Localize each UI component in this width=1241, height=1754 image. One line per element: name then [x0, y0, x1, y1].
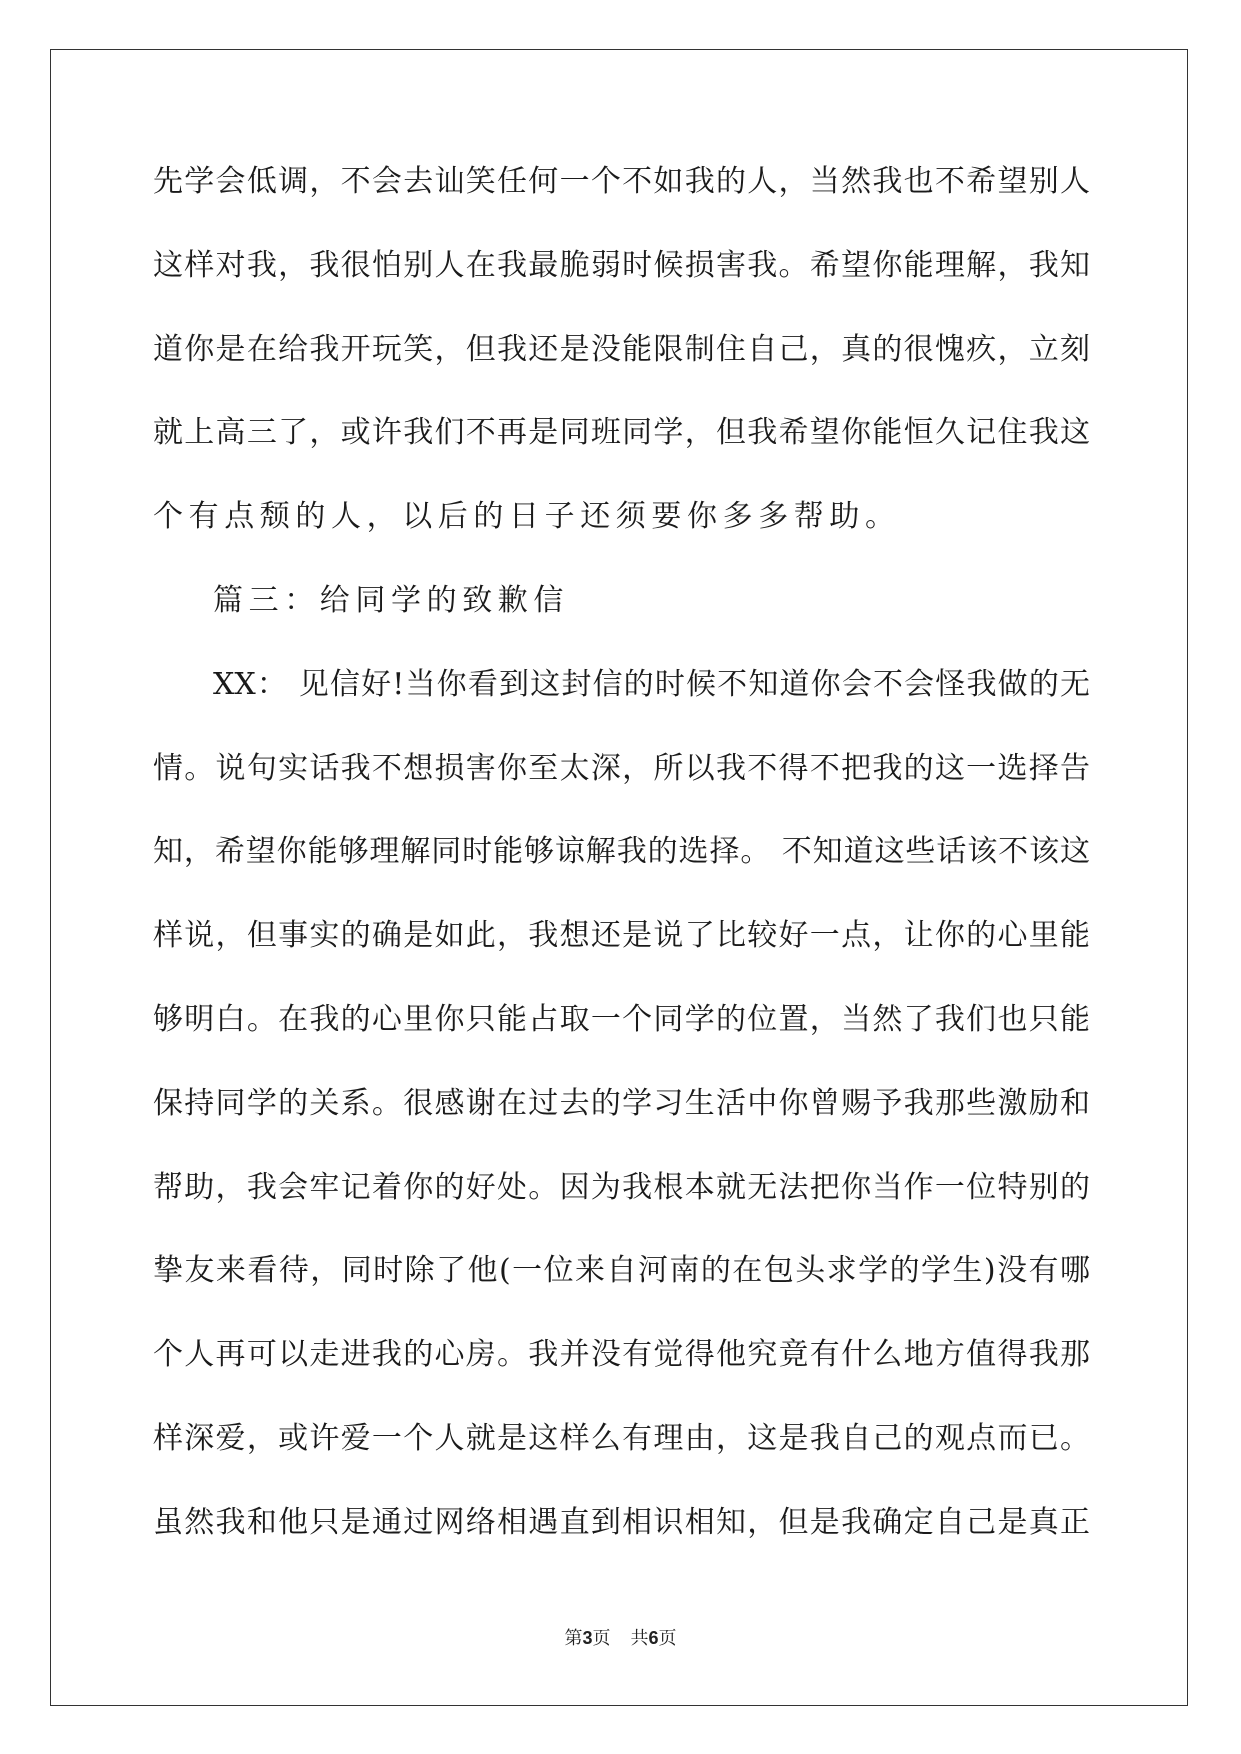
text-line: 先学会低调，不会去讪笑任何一个不如我的人，当然我也不希望别人 [153, 164, 1090, 199]
letter-salutation-line: XX： 见信好!当你看到这封信的时候不知道你会不会怪我做的无 [213, 666, 1090, 702]
text-line: 就上高三了，或许我们不再是同班同学，但我希望你能恒久记住我这 [153, 415, 1090, 451]
page-prefix: 第 [564, 1628, 583, 1649]
text-line: 这样对我，我很怕别人在我最脆弱时候损害我。希望你能理解，我知 [153, 247, 1090, 283]
text-line: 挚友来看待，同时除了他(一位来自河南的在包头求学的学生)没有哪 [153, 1253, 1090, 1289]
section-heading: 篇三：给同学的致歉信 [213, 582, 569, 618]
total-unit: 页 [658, 1628, 677, 1649]
text-line: 个有点颓的人，以后的日子还须要你多多帮助。 [153, 499, 901, 535]
text-line: 够明白。在我的心里你只能占取一个同学的位置，当然了我们也只能 [153, 1001, 1090, 1037]
text-line: 样说，但事实的确是如此，我想还是说了比较好一点，让你的心里能 [153, 918, 1090, 954]
text-line: 知，希望你能够理解同时能够谅解我的选择。 不知道这些话该不该这 [153, 834, 1090, 870]
text-line: 虽然我和他只是通过网络相遇直到相识相知，但是我确定自己是真正 [153, 1504, 1090, 1540]
text-line: 保持同学的关系。很感谢在过去的学习生活中你曾赐予我那些激励和 [153, 1085, 1090, 1121]
page-unit: 页 [592, 1628, 611, 1649]
text-line: 个人再可以走进我的心房。我并没有觉得他究竟有什么地方值得我那 [153, 1337, 1090, 1373]
text-line: 帮助，我会牢记着你的好处。因为我根本就无法把你当作一位特别的 [153, 1169, 1090, 1205]
page-total: 6 [648, 1628, 659, 1648]
text-line: 样深爱，或许爱一个人就是这样么有理由，这是我自己的观点而已。 [153, 1420, 1090, 1456]
text-line: 道你是在给我开玩笑，但我还是没能限制住自己，真的很愧疚，立刻 [153, 331, 1090, 367]
document-body [153, 162, 1090, 1587]
page-footer [0, 1624, 1241, 1650]
text-line: 情。说句实话我不想损害你至太深，所以我不得不把我的这一选择告 [153, 750, 1090, 786]
total-prefix: 共 [630, 1628, 649, 1649]
page-current: 3 [582, 1628, 593, 1648]
